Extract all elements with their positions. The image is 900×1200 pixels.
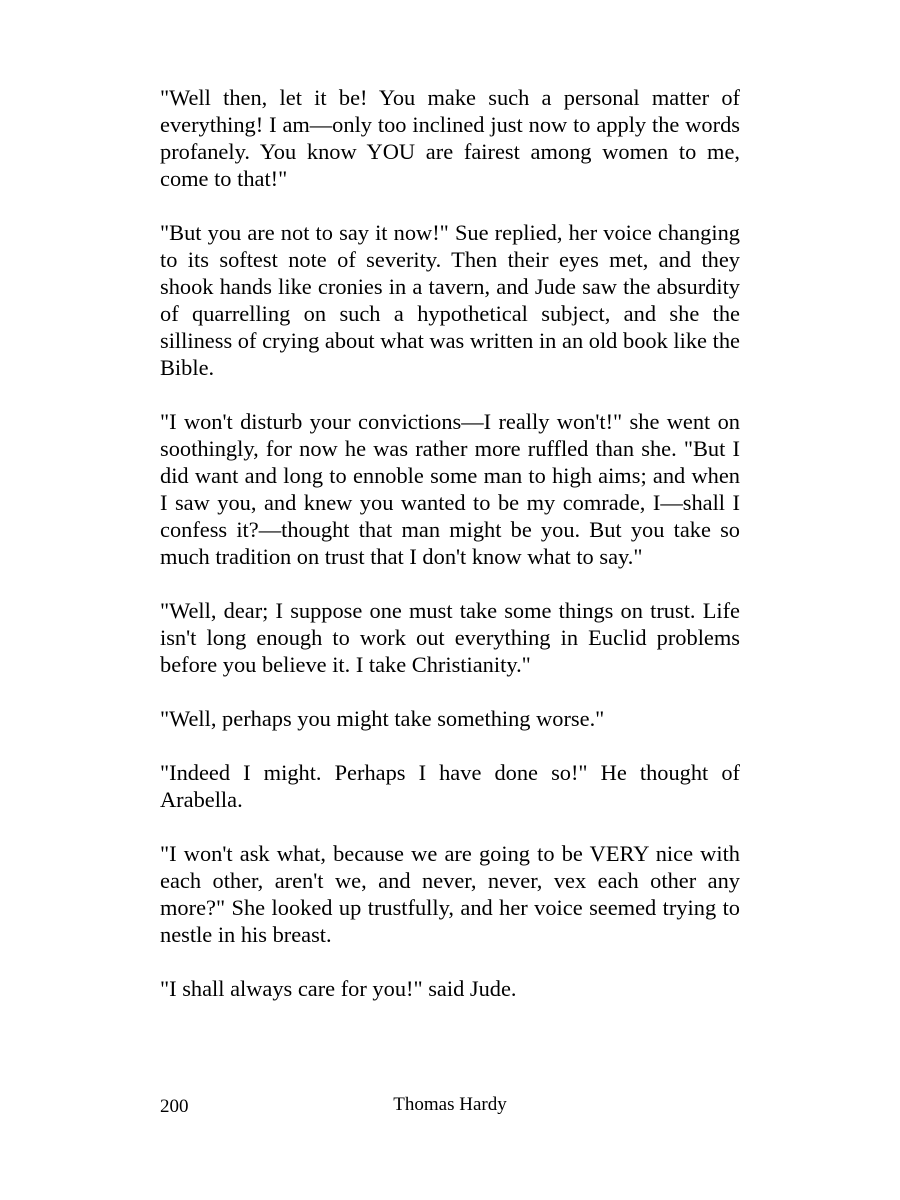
paragraph-8: "I shall always care for you!" said Jude. <box>160 976 517 1001</box>
paragraph-6: "Indeed I might. Perhaps I have done so!" He thought of Arabella. <box>160 760 740 812</box>
paragraph-2: "But you are not to say it now!" Sue replied, her voice changing to its softest note of severity. Then their eyes met, and they shook hands like cronies in a tavern, and Jude saw the absurdity of quarrelling on such a hypothetical subject, and she the silliness of crying about what was written in an old book like the Bible. <box>160 220 740 380</box>
paragraph-3: "I won't disturb your convictions—I really won't!" she went on soothingly, for now he was rather more ruffled than she. "But I did want and long to ennoble some man to high aims; and when I saw you, and knew you wanted to be my comrade, I—shall I confess it?—thought that man might be you. But you take so much tradition on trust that I don't know what to say." <box>160 409 740 569</box>
paragraph-1: "Well then, let it be! You make such a personal matter of everything! I am—only too inclined just now to apply the words profanely. You know YOU are fairest among women to me, come to that!" <box>160 85 740 191</box>
paragraph-4: "Well, dear; I suppose one must take some things on trust. Life isn't long enough to work out everything in Euclid problems before you believe it. I take Christianity." <box>160 598 740 677</box>
page-body <box>160 84 740 1029</box>
page-number: 200 <box>160 1096 189 1117</box>
running-footer-author: Thomas Hardy <box>393 1094 507 1115</box>
page-footer <box>160 1093 740 1117</box>
paragraph-5: "Well, perhaps you might take something worse." <box>160 706 605 731</box>
paragraph-7: "I won't ask what, because we are going to be VERY nice with each other, aren't we, and never, never, vex each other any more?" She looked up trustfully, and her voice seemed trying to nestle in his breast. <box>160 841 740 947</box>
